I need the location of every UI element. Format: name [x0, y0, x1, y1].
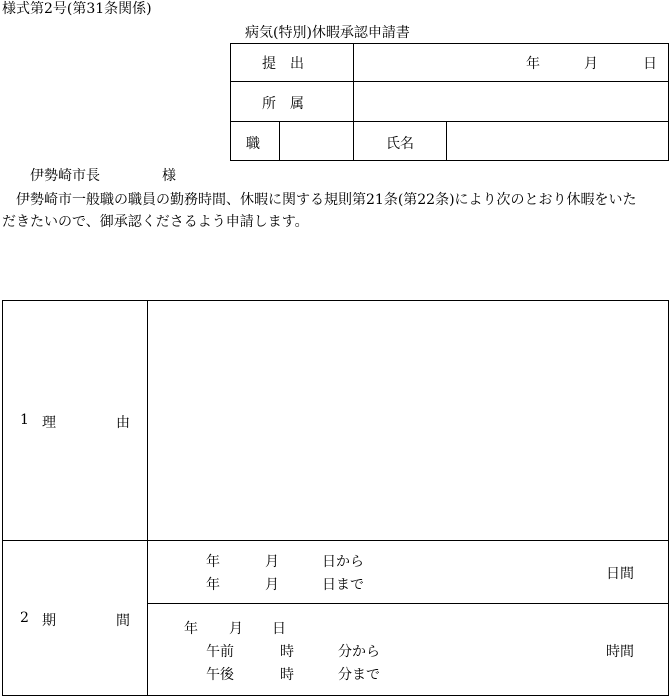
reason-field[interactable] — [148, 301, 668, 540]
hours-to-hour: 時 — [280, 667, 294, 683]
addressee-honorific: 様 — [162, 168, 176, 184]
days-to-year: 年 — [206, 577, 220, 593]
hours-from-label: 分から — [338, 644, 380, 660]
days-unit: 日間 — [606, 566, 634, 582]
hours-year: 年 — [184, 621, 198, 637]
reason-label-b: 由 — [116, 415, 130, 431]
position-label: 職 — [246, 136, 260, 152]
days-to-label: 日まで — [322, 577, 364, 593]
submit-month-label: 月 — [584, 56, 598, 72]
period-number: 2 — [20, 610, 29, 626]
hours-pm-label: 午後 — [206, 667, 234, 683]
days-from-label: 日から — [322, 554, 364, 570]
position-field[interactable] — [280, 122, 353, 160]
department-label: 所 属 — [262, 96, 304, 112]
days-from-month: 月 — [265, 554, 279, 570]
department-field[interactable] — [354, 82, 668, 121]
hours-day: 日 — [272, 621, 286, 637]
form-id: 様式第2号(第31条関係) — [2, 1, 152, 17]
hours-unit: 時間 — [606, 644, 634, 660]
hours-month: 月 — [229, 621, 243, 637]
page-title: 病気(特別)休暇承認申請書 — [245, 25, 410, 41]
submit-date-label: 提 出 — [262, 56, 304, 72]
name-field[interactable] — [447, 122, 668, 160]
hours-from-hour: 時 — [280, 644, 294, 660]
reason-number: 1 — [20, 412, 29, 428]
period-label-b: 間 — [116, 613, 130, 629]
submit-day-label: 日 — [643, 56, 657, 72]
hours-am-label: 午前 — [206, 644, 234, 660]
submit-year-label: 年 — [526, 56, 540, 72]
body-text-line1: 伊勢崎市一般職の職員の勤務時間、休暇に関する規則第21条(第22条)により次のとおり休暇をいた — [16, 192, 637, 208]
days-from-year: 年 — [206, 554, 220, 570]
period-label-a: 期 — [42, 613, 56, 629]
body-text-line2: だきたいので、御承認くださるよう申請します。 — [2, 214, 309, 230]
addressee-name: 伊勢崎市長 — [30, 168, 100, 184]
days-to-month: 月 — [265, 577, 279, 593]
name-label: 氏名 — [386, 136, 414, 152]
reason-label-a: 理 — [42, 415, 56, 431]
hours-to-label: 分まで — [338, 667, 380, 683]
